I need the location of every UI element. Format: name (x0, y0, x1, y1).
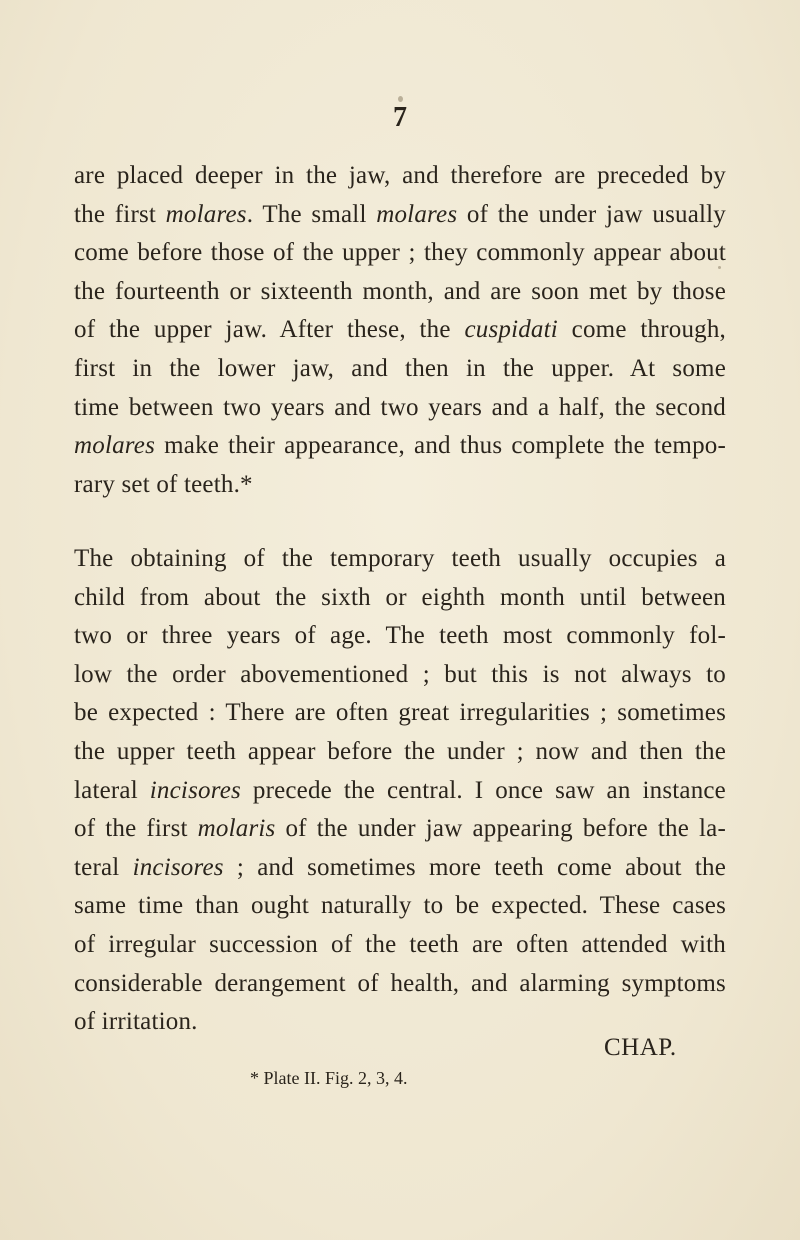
text-run: of the first (74, 815, 198, 843)
text-line (74, 965, 726, 1004)
text-run: of irritation. (74, 1008, 198, 1036)
text-run: are placed deeper in the jaw, and therefore are preceded by (74, 162, 726, 189)
text-line (74, 427, 726, 466)
text-run: the upper teeth appear before the under ; now and then the (74, 737, 726, 765)
text-line (74, 733, 726, 772)
text-run: come before those of the upper ; they commonly appear about (74, 239, 726, 267)
footnote: * Plate II. Fig. 2, 3, 4. (250, 1068, 408, 1088)
text-run: considerable derangement of health, and alarming symptoms (74, 969, 726, 997)
italic-term: incisores (132, 853, 224, 881)
italic-term: molaris (197, 815, 276, 843)
text-line (74, 389, 726, 428)
text-run: child from about the sixth or eighth month until between (74, 583, 726, 611)
text-run: low the order abovementioned ; but this is not always to (74, 660, 726, 688)
text-line (74, 849, 726, 888)
text-run: ; and sometimes more teeth come about the (223, 853, 726, 881)
text-line (74, 196, 726, 235)
text-line (74, 656, 726, 695)
text-run: two or three years of age. The teeth most commonly fol- (74, 622, 726, 650)
catchword: CHAP. (604, 1034, 677, 1061)
italic-term: molares (165, 200, 247, 228)
text-run: the fourteenth or sixteenth month, and are soon met by those (74, 277, 726, 305)
text-line (74, 157, 726, 196)
text-run: . The small (246, 200, 377, 228)
text-run: The obtaining of the temporary teeth usually occupies a (74, 545, 726, 572)
text-run: same time than ought naturally to be expected. These cases (74, 892, 726, 920)
text-run: the first (74, 200, 166, 228)
text-run: time between two years and two years and a half, the second (74, 393, 726, 421)
text-run: come through, (557, 316, 726, 344)
text-run: make their appearance, and thus complete the tempo- (155, 432, 726, 460)
text-run: of the under jaw appearing before the la- (275, 815, 726, 843)
text-line (74, 273, 726, 312)
text-run: be expected : There are often great irregularities ; sometimes (74, 699, 726, 727)
text-run: lateral (74, 776, 150, 804)
text-run: of the under jaw usually (457, 200, 726, 228)
text-line (74, 234, 726, 273)
text-run: of irregular succession of the teeth are often attended with (74, 930, 726, 958)
text-line (74, 772, 726, 811)
text-run: precede the central. I once saw an instance (240, 776, 726, 804)
text-run: teral (74, 853, 133, 881)
text-line (74, 694, 726, 733)
paragraph-2 (74, 540, 726, 1042)
text-line (74, 926, 726, 965)
text-line (74, 887, 726, 926)
text-line (74, 810, 726, 849)
page-number: 7 (393, 102, 407, 133)
text-run: first in the lower jaw, and then in the upper. At some (74, 354, 726, 382)
italic-term: molares (74, 432, 156, 460)
text-line (74, 350, 726, 389)
text-line (74, 466, 726, 505)
text-line (74, 311, 726, 350)
text-run: rary set of teeth.* (74, 470, 253, 498)
italic-term: cuspidati (464, 316, 558, 344)
text-line (74, 540, 726, 579)
text-line (74, 617, 726, 656)
italic-term: molares (376, 200, 458, 228)
text-run: of the upper jaw. After these, the (74, 316, 465, 344)
paragraph-1 (74, 157, 726, 504)
text-line (74, 579, 726, 618)
italic-term: incisores (149, 776, 241, 804)
